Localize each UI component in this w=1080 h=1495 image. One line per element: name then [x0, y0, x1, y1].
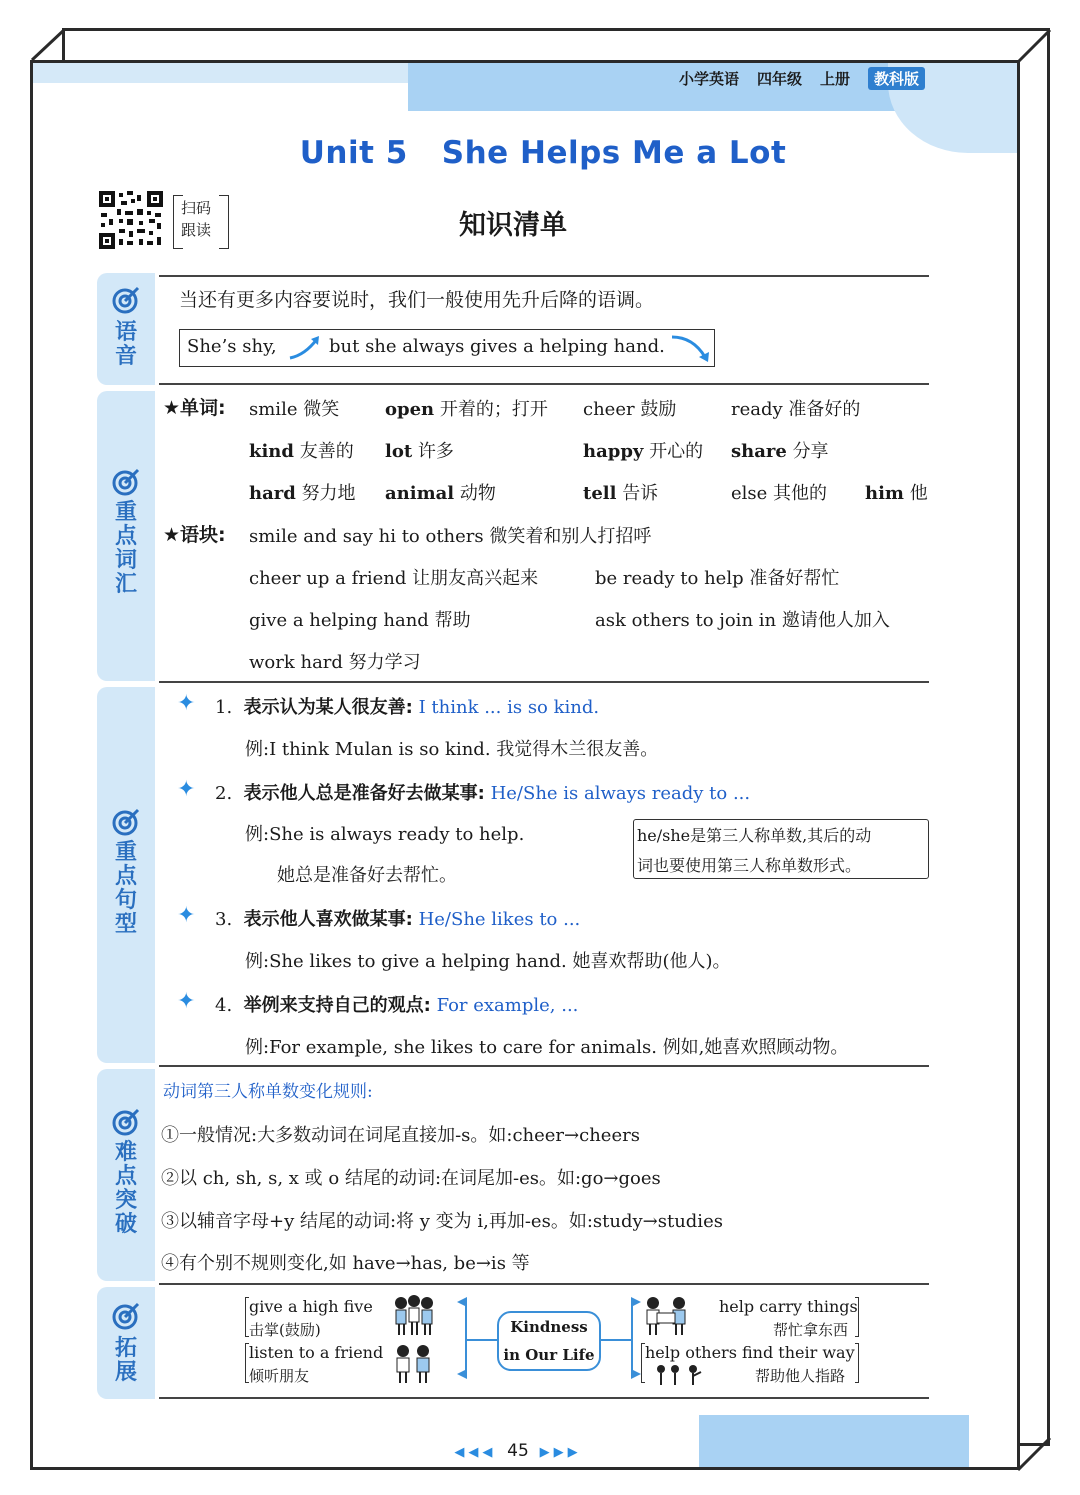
word-item: open 开着的；打开 — [385, 399, 548, 420]
divider — [159, 1397, 929, 1399]
sentence-pattern: 4. 举例来支持自己的观点: For example, ... — [215, 995, 579, 1016]
kindness-center-node: Kindness in Our Life — [497, 1311, 601, 1371]
difficulty-heading: 动词第三人称单数变化规则: — [163, 1082, 373, 1102]
scan-line1: 扫码 — [181, 199, 212, 217]
carry-things-illustration-icon — [639, 1293, 695, 1337]
diamond-bullet-icon: ✦ — [177, 691, 196, 716]
page-number: 45 — [507, 1441, 529, 1461]
ext-item-en: listen to a friend — [249, 1343, 384, 1362]
word-item: share 分享 — [731, 441, 829, 462]
arrow-left-icon — [455, 1367, 469, 1381]
tab-vocabulary — [97, 391, 155, 681]
sentence-example: 例:For example, she likes to care for animals. 例如,她喜欢照顾动物。 — [245, 1037, 849, 1058]
phrase-item: give a helping hand 帮助 — [249, 610, 471, 631]
grade-label: 四年级 — [756, 70, 802, 88]
word-item: happy 开心的 — [583, 441, 704, 462]
book-corner-right — [1016, 28, 1052, 64]
word-item: lot 许多 — [385, 441, 454, 462]
phrase-item: cheer up a friend 让朋友高兴起来 — [249, 568, 539, 589]
next-arrows-icon: ▶▶▶ — [539, 1445, 582, 1460]
section-title: 知识清单 — [459, 210, 567, 241]
publisher-badge: 教科版 — [868, 67, 925, 90]
rule-item: ②以 ch, sh, s, x 或 o 结尾的动词:在词尾加-es。如:go→goes — [161, 1168, 661, 1189]
connector-line — [601, 1339, 633, 1341]
ext-item-en: help carry things — [719, 1297, 858, 1316]
rule-item: ③以辅音字母+y 结尾的动词:将 y 变为 i,再加-es。如:study→studies — [161, 1211, 723, 1232]
phrases-label: ★语块: — [163, 524, 226, 546]
word-item: tell 告诉 — [583, 483, 659, 504]
word-item: smile 微笑 — [249, 399, 340, 420]
page-footer — [33, 1441, 1003, 1461]
tab-label: 重 点 句 型 — [114, 840, 137, 937]
phrase-item: smile and say hi to others 微笑着和别人打招呼 — [249, 526, 652, 547]
sentence-example: 例:I think Mulan is so kind. 我觉得木兰很友善。 — [245, 739, 659, 760]
connector-line — [631, 1303, 633, 1375]
tab-extension — [97, 1287, 155, 1399]
scan-to-read[interactable] — [169, 193, 227, 251]
target-icon — [111, 807, 141, 837]
giving-directions-illustration-icon — [653, 1363, 703, 1387]
diamond-bullet-icon: ✦ — [177, 989, 196, 1014]
connector-line — [465, 1339, 497, 1341]
diamond-bullet-icon: ✦ — [177, 777, 196, 802]
target-icon — [111, 285, 141, 315]
falling-arrow-icon — [669, 331, 713, 365]
scan-line2: 跟读 — [181, 221, 212, 239]
divider — [159, 383, 929, 385]
sentence-example-translation: 她总是准备好去帮忙。 — [277, 865, 457, 886]
target-icon — [111, 1301, 141, 1331]
intonation-example-part1: She’s shy, — [187, 336, 277, 357]
ext-item-en: give a high five — [249, 1297, 373, 1316]
rising-arrow-icon — [287, 333, 323, 361]
unit-number: Unit 5 — [299, 135, 408, 171]
listening-illustration-icon — [389, 1341, 439, 1385]
tab-label: 拓 展 — [114, 1336, 137, 1385]
subject-label: 小学英语 — [678, 70, 739, 88]
word-item: else 其他的 — [731, 483, 828, 504]
grammar-note-line1: he/she是第三人称单数,其后的动 — [637, 826, 872, 845]
ext-item-zh: 倾听朋友 — [249, 1367, 310, 1385]
sentence-example: 例:She likes to give a helping hand. 她喜欢帮助(他人)。 — [245, 951, 731, 972]
book-info — [679, 67, 925, 90]
target-icon — [111, 1107, 141, 1137]
tab-label: 语 音 — [114, 320, 137, 369]
tab-label: 难 点 突 破 — [114, 1140, 137, 1237]
arrow-left-icon — [455, 1295, 469, 1309]
words-label: ★单词: — [163, 397, 226, 419]
unit-name: She Helps Me a Lot — [441, 135, 787, 171]
qr-code-icon[interactable] — [99, 191, 163, 249]
phrase-item: be ready to help 准备好帮忙 — [595, 568, 840, 589]
word-item: him 他 — [865, 483, 928, 504]
high-five-illustration-icon — [389, 1293, 439, 1337]
ext-item-en: help others find their way — [645, 1343, 855, 1362]
tab-label: 重 点 词 汇 — [114, 500, 137, 597]
phrase-item: ask others to join in 邀请他人加入 — [595, 610, 890, 631]
divider — [159, 1065, 929, 1067]
word-item: cheer 鼓励 — [583, 399, 677, 420]
book-corner — [30, 28, 66, 62]
intonation-example-part2: but she always gives a helping hand. — [329, 336, 665, 357]
tab-difficulty — [97, 1069, 155, 1281]
sentence-example: 例:She is always ready to help. — [245, 824, 525, 845]
intonation-rule: 当还有更多内容要说时，我们一般使用先升后降的语调。 — [179, 289, 655, 311]
unit-title — [33, 135, 1020, 171]
divider — [159, 275, 929, 277]
prev-arrows-icon: ◀◀◀ — [454, 1445, 497, 1460]
word-item: animal 动物 — [385, 483, 496, 504]
word-item: hard 努力地 — [249, 483, 356, 504]
word-item: ready 准备好的 — [731, 399, 861, 420]
rule-item: ①一般情况:大多数动词在词尾直接加-s。如:cheer→cheers — [161, 1125, 640, 1146]
divider — [159, 681, 929, 683]
sentence-pattern: 2. 表示他人总是准备好去做某事: He/She is always ready to ... — [215, 783, 751, 804]
diamond-bullet-icon: ✦ — [177, 903, 196, 928]
sentence-pattern: 1. 表示认为某人很友善: I think ... is so kind. — [215, 697, 600, 718]
target-icon — [111, 467, 141, 497]
phrase-item: work hard 努力学习 — [249, 652, 421, 673]
tab-sentences — [97, 687, 155, 1063]
textbook-page — [30, 60, 1020, 1470]
divider — [159, 1283, 929, 1285]
tab-pronunciation — [97, 273, 155, 385]
grammar-note-line2: 词也要使用第三人称单数形式。 — [637, 856, 862, 875]
ext-item-zh: 帮助他人指路 — [755, 1367, 846, 1385]
sentence-pattern: 3. 表示他人喜欢做某事: He/She likes to ... — [215, 909, 581, 930]
book-corner-bottom — [1016, 1436, 1052, 1472]
ext-item-zh: 帮忙拿东西 — [773, 1321, 849, 1339]
ext-item-zh: 击掌(鼓励) — [249, 1321, 321, 1339]
rule-item: ④有个别不规则变化,如 have→has, be→is 等 — [161, 1253, 530, 1274]
volume-label: 上册 — [819, 70, 850, 88]
word-item: kind 友善的 — [249, 441, 354, 462]
